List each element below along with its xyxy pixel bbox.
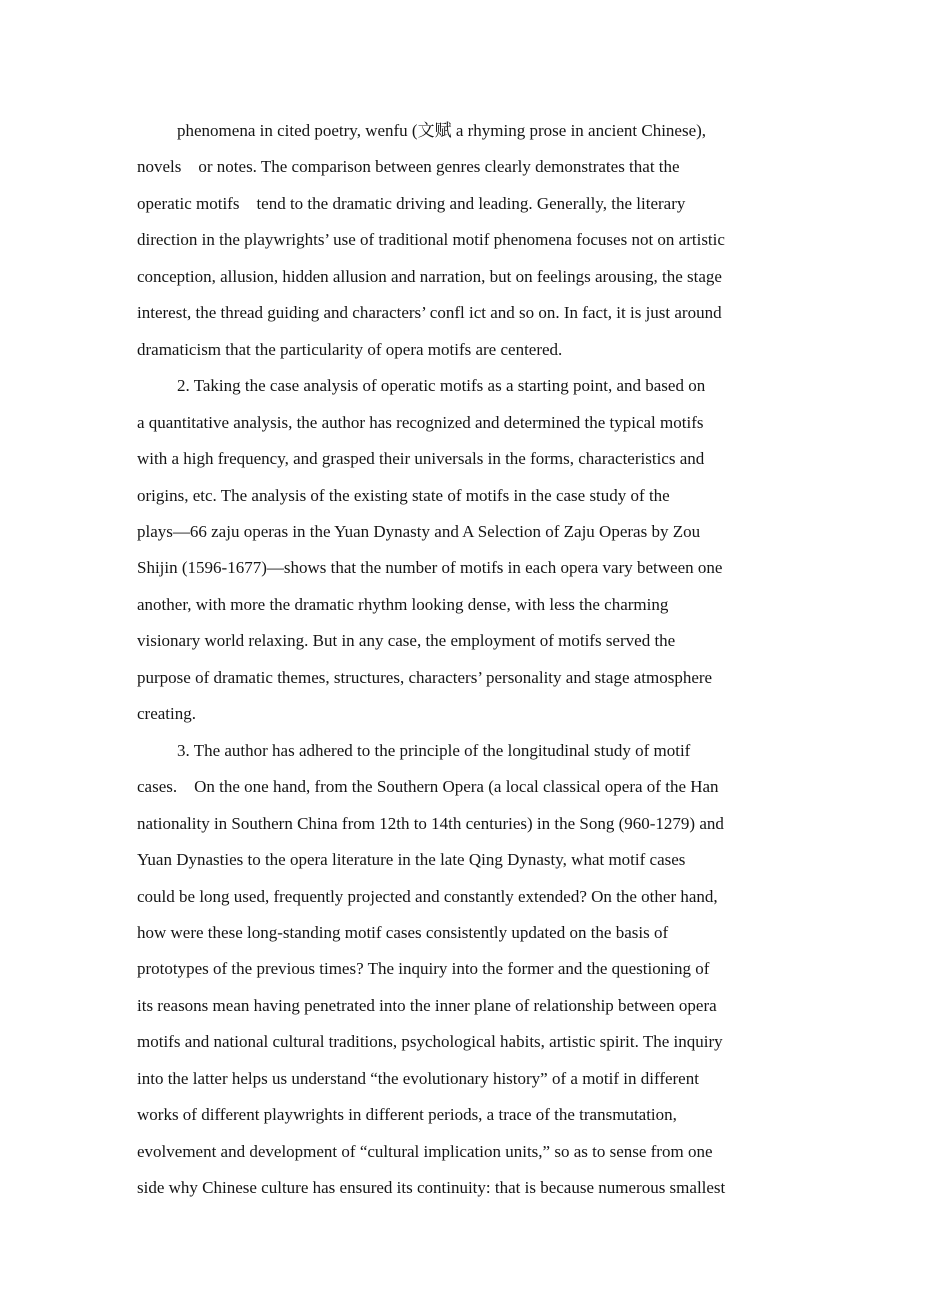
text-line: dramaticism that the particularity of opera motifs are centered. bbox=[137, 339, 563, 359]
text-line: interest, the thread guiding and characters’ confl ict and so on. In fact, it is just around bbox=[137, 303, 722, 323]
text-line: how were these long-standing motif cases consistently updated on the basis of bbox=[137, 922, 669, 942]
text-line: purpose of dramatic themes, structures, characters’ personality and stage atmosphere bbox=[137, 667, 713, 687]
text-block bbox=[137, 113, 812, 1207]
text-line: side why Chinese culture has ensured its continuity: that is because numerous smallest bbox=[137, 1178, 726, 1198]
text-line: phenomena in cited poetry, wenfu (文赋 a rhyming prose in ancient Chinese), bbox=[177, 121, 707, 140]
text-line: another, with more the dramatic rhythm looking dense, with less the charming bbox=[137, 594, 669, 614]
text-line: with a high frequency, and grasped their universals in the forms, characteristics and bbox=[137, 449, 705, 469]
text-line: creating. bbox=[137, 704, 196, 724]
text-line: cases. On the one hand, from the Southern Opera (a local classical opera of the Han bbox=[137, 777, 719, 797]
text-line: novels or notes. The comparison between genres clearly demonstrates that the bbox=[137, 157, 680, 177]
text-line: Yuan Dynasties to the opera literature in the late Qing Dynasty, what motif cases bbox=[137, 850, 686, 870]
text-line: could be long used, frequently projected and constantly extended? On the other hand, bbox=[137, 886, 718, 906]
text-line: Shijin (1596-1677)—shows that the number of motifs in each opera vary between one bbox=[137, 558, 723, 578]
text-line: 3. The author has adhered to the principle of the longitudinal study of motif bbox=[177, 740, 691, 760]
text-line: its reasons mean having penetrated into the inner plane of relationship between opera bbox=[137, 995, 717, 1015]
text-line: plays—66 zaju operas in the Yuan Dynasty and A Selection of Zaju Operas by Zou bbox=[137, 521, 701, 541]
text-line: into the latter helps us understand “the evolutionary history” of a motif in different bbox=[137, 1068, 699, 1088]
text-line: visionary world relaxing. But in any case, the employment of motifs served the bbox=[137, 631, 676, 651]
text-line: works of different playwrights in different periods, a trace of the transmutation, bbox=[137, 1105, 677, 1125]
text-line: nationality in Southern China from 12th to 14th centuries) in the Song (960-1279) and bbox=[137, 813, 724, 833]
text-line: direction in the playwrights’ use of traditional motif phenomena focuses not on artistic bbox=[137, 230, 725, 250]
text-line: a quantitative analysis, the author has recognized and determined the typical motifs bbox=[137, 412, 704, 432]
text-line: conception, allusion, hidden allusion and narration, but on feelings arousing, the stage bbox=[137, 266, 722, 286]
text-line: evolvement and development of “cultural implication units,” so as to sense from one bbox=[137, 1141, 713, 1161]
text-line: origins, etc. The analysis of the existing state of motifs in the case study of the bbox=[137, 485, 670, 505]
text-line: motifs and national cultural traditions, psychological habits, artistic spirit. The inquiry bbox=[137, 1032, 723, 1052]
text-line: 2. Taking the case analysis of operatic motifs as a starting point, and based on bbox=[177, 376, 706, 396]
text-line: prototypes of the previous times? The inquiry into the former and the questioning of bbox=[137, 959, 710, 979]
text-line: operatic motifs tend to the dramatic driving and leading. Generally, the literary bbox=[137, 193, 686, 213]
